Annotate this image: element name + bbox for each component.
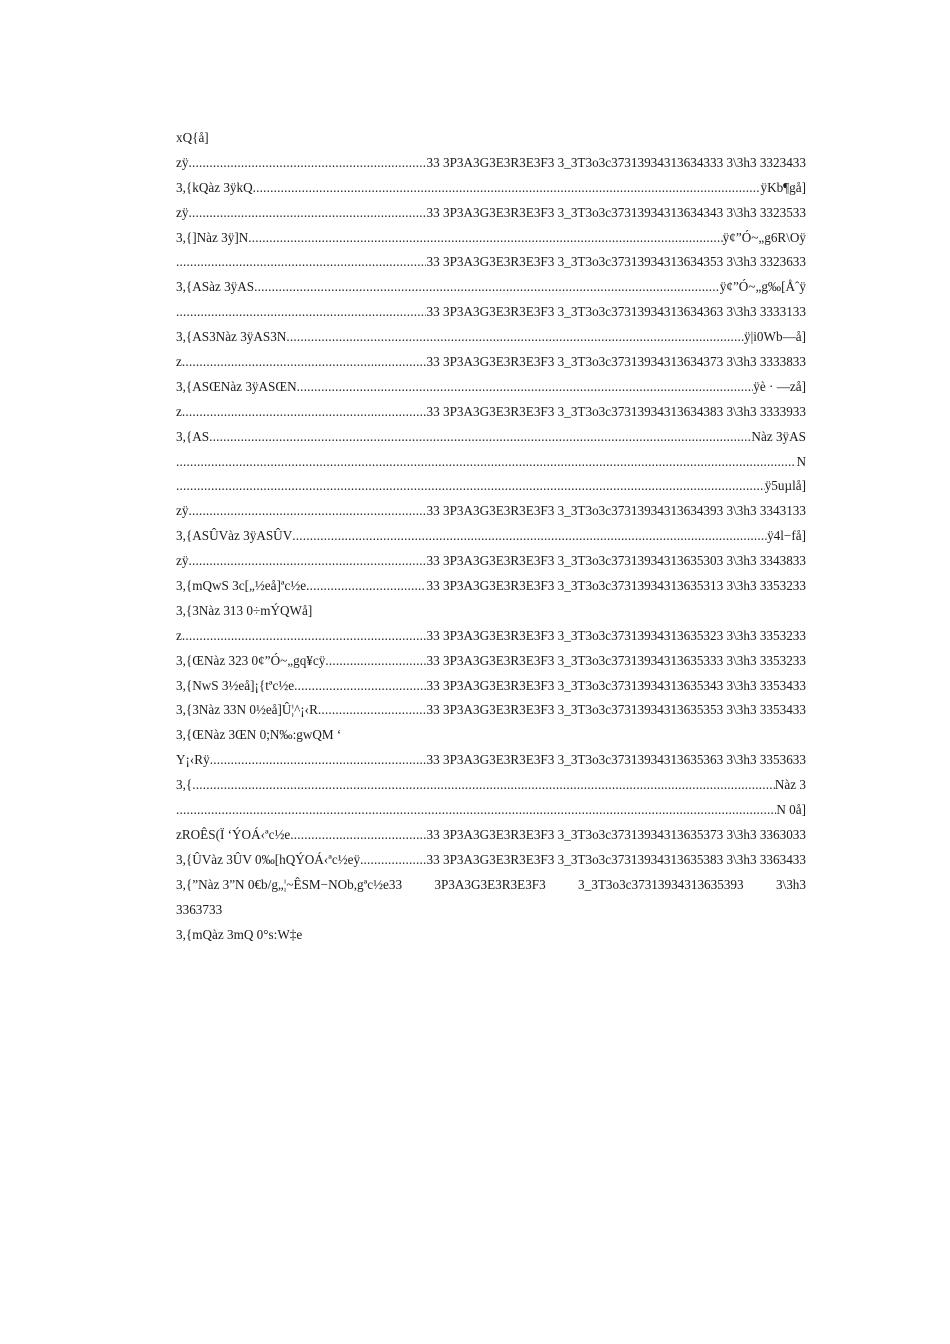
toc-entry-text: 3,{3Nàz 313 0÷mÝQWå]: [176, 602, 313, 618]
toc-entry-text: 3,{ŒNàz 3ŒN 0;N‰:gwQM ‘: [176, 727, 342, 743]
toc-entry[interactable]: [176, 549, 806, 574]
toc-entry-text: 3,{”Nàz 3”N 0€b/g„¦~ÊSM−NOb,gªc½e33: [176, 876, 403, 892]
toc-entry-label: 3,{ASŒNàz 3ÿASŒN: [176, 378, 297, 394]
toc-entry-label: 3,{3Nàz 33N 0½eå]Û¦^¡‹R: [176, 702, 318, 718]
toc-entry-page-ref: 33 3P3A3G3E3R3E3F3 3_3T3o3c37313934313635373 3\3h3 3363033: [426, 826, 806, 842]
toc-entry-page-ref: ÿ4l−få]: [767, 528, 806, 544]
toc-entry[interactable]: [176, 649, 806, 674]
toc-entry[interactable]: [176, 400, 806, 425]
toc-entry[interactable]: [176, 773, 806, 798]
toc-entry-page-ref: 33 3P3A3G3E3R3E3F3 3_3T3o3c37313934313635323 3\3h3 3353233: [426, 627, 806, 643]
toc-dot-leader: [292, 524, 767, 549]
toc-entry-page-ref: ÿ5uµlå]: [764, 478, 806, 494]
toc-dot-leader: [297, 375, 754, 400]
toc-entry-label: 3,{: [176, 777, 193, 793]
toc-dot-leader: [209, 425, 751, 450]
toc-dot-leader: [192, 773, 775, 798]
toc-entry-label: zÿ: [176, 553, 189, 569]
toc-entry-label: 3,{]Nàz 3ÿ]N: [176, 229, 249, 245]
toc-dot-leader: [210, 748, 427, 773]
toc-entry-label: 3,{mQwS 3c[„½eå]ªc½e: [176, 578, 307, 594]
toc-dot-leader: [176, 450, 796, 475]
toc-dot-leader: [253, 176, 761, 201]
toc-group-2: [176, 624, 806, 724]
toc-entry[interactable]: [176, 226, 806, 251]
toc-dot-leader: [188, 201, 426, 226]
toc-entry-page-ref: ÿKb¶gå]: [760, 179, 806, 195]
toc-entry-label: 3,{ŒNàz 323 0¢”Ó~„gq¥cÿ: [176, 652, 326, 668]
toc-entry-text: 3_3T3o3c37313934313635393: [578, 876, 744, 892]
toc-entry-page-ref: ÿ|i0Wb—å]: [744, 329, 806, 345]
toc-entry[interactable]: [176, 574, 806, 599]
toc-entry[interactable]: [176, 474, 806, 499]
toc-entry-page-ref: 33 3P3A3G3E3R3E3F3 3_3T3o3c37313934313635353 3\3h3 3353433: [426, 702, 806, 718]
toc-dot-leader: [176, 250, 426, 275]
toc-entry[interactable]: [176, 151, 806, 176]
toc-entry[interactable]: [176, 300, 806, 325]
toc-entry[interactable]: [176, 176, 806, 201]
toc-entry-page-ref: ÿ¢”Ó~„g‰[Åˆÿ: [719, 279, 806, 295]
toc-entry-page-ref: ÿè · —zå]: [753, 378, 806, 394]
toc-entry-page-ref: 33 3P3A3G3E3R3E3F3 3_3T3o3c37313934313635333 3\3h3 3353233: [426, 652, 806, 668]
toc-entry-label: 3,{AS3Nàz 3ÿAS3N: [176, 329, 287, 345]
toc-entry[interactable]: [176, 350, 806, 375]
toc-entry-label: zROÊS(Ï ‘ÝOÁ‹ªc½e: [176, 826, 291, 842]
toc-entry[interactable]: [176, 375, 806, 400]
toc-dot-leader: [188, 151, 426, 176]
toc-entry-page-ref: 33 3P3A3G3E3R3E3F3 3_3T3o3c37313934313634363 3\3h3 3333133: [426, 304, 806, 320]
toc-entry-text: 3,{mQàz 3mQ 0°s:W‡e: [176, 926, 303, 942]
toc-entry-page-ref: 33 3P3A3G3E3R3E3F3 3_3T3o3c37313934313634383 3\3h3 3333933: [426, 403, 806, 419]
toc-entry-label: z: [176, 403, 182, 419]
toc-dot-leader: [182, 400, 427, 425]
toc-entry[interactable]: [176, 201, 806, 226]
toc-entry-page-ref: 33 3P3A3G3E3R3E3F3 3_3T3o3c37313934313634393 3\3h3 3343133: [426, 503, 806, 519]
toc-entry[interactable]: [176, 798, 806, 823]
toc-dot-leader: [290, 823, 426, 848]
toc-entry[interactable]: [176, 250, 806, 275]
toc-entry[interactable]: [176, 848, 806, 873]
toc-entry[interactable]: [176, 450, 806, 475]
toc-group-3: [176, 748, 806, 872]
toc-entry-text: 3\3h3: [775, 876, 806, 892]
toc-dot-leader: [176, 474, 765, 499]
toc-entry-label: 3,{ASàz 3ÿAS: [176, 279, 255, 295]
toc-dot-leader: [248, 226, 722, 251]
toc-heading: [176, 126, 806, 151]
toc-entry-page-ref: 33 3P3A3G3E3R3E3F3 3_3T3o3c37313934313634333 3\3h3 3323433: [426, 154, 806, 170]
toc-entry[interactable]: [176, 674, 806, 699]
toc-entry-plain[interactable]: [176, 923, 806, 948]
toc-entry-page-ref: 33 3P3A3G3E3R3E3F3 3_3T3o3c37313934313635313 3\3h3 3353233: [426, 578, 806, 594]
toc-dot-leader: [182, 624, 427, 649]
toc-dot-leader: [182, 350, 427, 375]
toc-dot-leader: [176, 300, 426, 325]
toc-dot-leader: [325, 649, 426, 674]
toc-entry-page-ref: 33 3P3A3G3E3R3E3F3 3_3T3o3c37313934313634343 3\3h3 3323533: [426, 204, 806, 220]
toc-entry[interactable]: [176, 698, 806, 723]
toc-entry-label: zÿ: [176, 154, 189, 170]
toc-entry-label: Y¡‹Rÿ: [176, 752, 210, 768]
toc-entry-page-ref: 33 3P3A3G3E3R3E3F3 3_3T3o3c37313934313634353 3\3h3 3323633: [426, 254, 806, 270]
toc-heading-text: xQ{å]: [176, 130, 209, 145]
toc-entry[interactable]: [176, 325, 806, 350]
toc-entry-page-ref: ÿ¢”Ó~„g6R\Oÿ: [722, 229, 806, 245]
toc-entry-page-ref: Nàz 3: [774, 777, 806, 793]
toc-dot-leader: [294, 674, 426, 699]
toc-entry-page-ref: 33 3P3A3G3E3R3E3F3 3_3T3o3c37313934313635303 3\3h3 3343833: [426, 553, 806, 569]
toc-entry-page-ref: N: [796, 453, 806, 469]
toc-entry-page-ref: Nàz 3ÿAS: [751, 428, 806, 444]
toc-entry-plain[interactable]: [176, 599, 806, 624]
toc-entry-text: 3P3A3G3E3R3E3F3: [434, 876, 546, 892]
toc-dot-leader: [254, 275, 720, 300]
toc-entry-label: 3,{kQàz 3ÿkQ: [176, 179, 253, 195]
toc-entry[interactable]: [176, 499, 806, 524]
toc-entry[interactable]: [176, 275, 806, 300]
toc-entry-label: zÿ: [176, 204, 189, 220]
toc-entry-label: zÿ: [176, 503, 189, 519]
toc-dot-leader: [318, 698, 427, 723]
toc-dot-leader: [306, 574, 426, 599]
toc-entry-label: 3,{NwS 3½eå]¡{tªc½e: [176, 677, 295, 693]
toc-dot-leader: [360, 848, 426, 873]
toc-entry-page-ref: 33 3P3A3G3E3R3E3F3 3_3T3o3c37313934313635343 3\3h3 3353433: [426, 677, 806, 693]
toc-entry[interactable]: [176, 425, 806, 450]
toc-group-1: [176, 151, 806, 599]
toc-entry[interactable]: [176, 624, 806, 649]
toc-dot-leader: [176, 798, 776, 823]
toc-entry-label: 3,{ASÛVàz 3ÿASÛV: [176, 528, 293, 544]
toc-dot-leader: [286, 325, 744, 350]
table-of-contents: [176, 126, 806, 947]
toc-entry-page-ref: N 0å]: [776, 802, 806, 818]
toc-dot-leader: [188, 549, 426, 574]
toc-entry-continuation: [176, 898, 806, 923]
toc-entry-label: z: [176, 627, 182, 643]
toc-entry-text: 3363733: [176, 901, 223, 917]
toc-entry[interactable]: [176, 823, 806, 848]
toc-entry-plain[interactable]: [176, 723, 806, 748]
toc-entry-wrapped[interactable]: [176, 873, 806, 898]
toc-entry-label: 3,{ÛVàz 3ÛV 0‰[hQÝOÁ‹ªc½eÿ: [176, 851, 361, 867]
toc-entry[interactable]: [176, 748, 806, 773]
toc-entry-page-ref: 33 3P3A3G3E3R3E3F3 3_3T3o3c37313934313635363 3\3h3 3353633: [426, 752, 806, 768]
toc-entry[interactable]: [176, 524, 806, 549]
toc-dot-leader: [188, 499, 426, 524]
toc-entry-label: 3,{AS: [176, 428, 210, 444]
toc-entry-label: z: [176, 354, 182, 370]
toc-entry-page-ref: 33 3P3A3G3E3R3E3F3 3_3T3o3c37313934313635383 3\3h3 3363433: [426, 851, 806, 867]
toc-entry-page-ref: 33 3P3A3G3E3R3E3F3 3_3T3o3c37313934313634373 3\3h3 3333833: [426, 354, 806, 370]
